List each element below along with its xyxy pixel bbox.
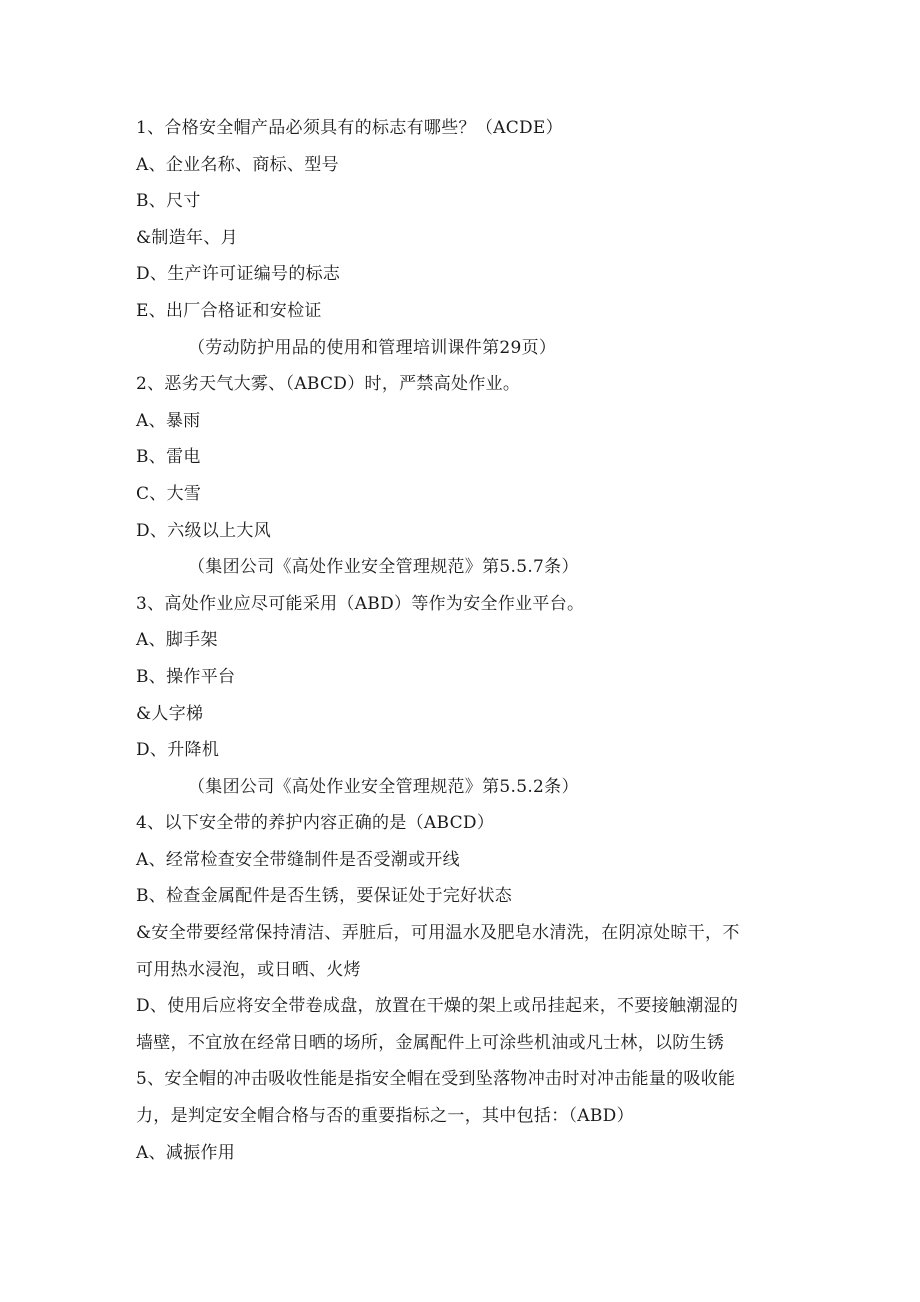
- answer-option-continued: 墙壁，不宜放在经常日晒的场所，金属配件上可涂些机油或凡士林，以防生锈: [136, 1032, 725, 1053]
- answer-option: A、暴雨: [136, 410, 201, 431]
- answer-option: A、减振作用: [136, 1142, 236, 1163]
- answer-option: B、检查金属配件是否生锈，要保证处于完好状态: [136, 886, 513, 907]
- question-line: 3、高处作业应尽可能采用（ABD）等作为安全作业平台。: [136, 593, 585, 614]
- answer-option: &制造年、月: [136, 227, 238, 248]
- question-line: 5、安全帽的冲击吸收性能是指安全帽在受到坠落物冲击时对冲击能量的吸收能: [136, 1069, 736, 1090]
- answer-option: E、出厂合格证和安检证: [136, 300, 322, 321]
- answer-option: B、尺寸: [136, 191, 201, 212]
- answer-option: B、操作平台: [136, 666, 236, 687]
- reference-note: （集团公司《高处作业安全管理规范》第5.5.2条）: [188, 776, 579, 797]
- answer-option: B、雷电: [136, 447, 201, 468]
- answer-option: D、使用后应将安全带卷成盘，放置在干燥的架上或吊挂起来，不要接触潮湿的: [136, 996, 739, 1017]
- question-line-continued: 力，是判定安全帽合格与否的重要指标之一，其中包括：（ABD）: [136, 1106, 634, 1127]
- answer-option: A、脚手架: [136, 630, 218, 651]
- answer-option: D、六级以上大风: [136, 520, 272, 541]
- question-line: 4、以下安全带的养护内容正确的是（ABCD）: [136, 813, 495, 834]
- answer-option: A、经常检查安全带缝制件是否受潮或开线: [136, 849, 460, 870]
- answer-option-continued: 可用热水浸泡，或日晒、火烤: [136, 959, 361, 980]
- answer-option: D、生产许可证编号的标志: [136, 264, 341, 285]
- question-line: 2、恶劣天气大雾、（ABCD）时，严禁高处作业。: [136, 374, 521, 395]
- answer-option: D、升降机: [136, 740, 220, 761]
- reference-note: （劳动防护用品的使用和管理培训课件第29页）: [188, 337, 557, 358]
- answer-option: C、大雪: [136, 483, 202, 504]
- reference-note: （集团公司《高处作业安全管理规范》第5.5.7条）: [188, 557, 579, 578]
- answer-option: &人字梯: [136, 703, 204, 724]
- question-line: 1、合格安全帽产品必须具有的标志有哪些？（ACDE）: [136, 118, 563, 138]
- document-body: [136, 110, 786, 1171]
- answer-option: &安全带要经常保持清洁、弄脏后，可用温水及肥皂水清洗，在阴凉处晾干，不: [136, 923, 740, 944]
- answer-option: A、企业名称、商标、型号: [136, 154, 339, 175]
